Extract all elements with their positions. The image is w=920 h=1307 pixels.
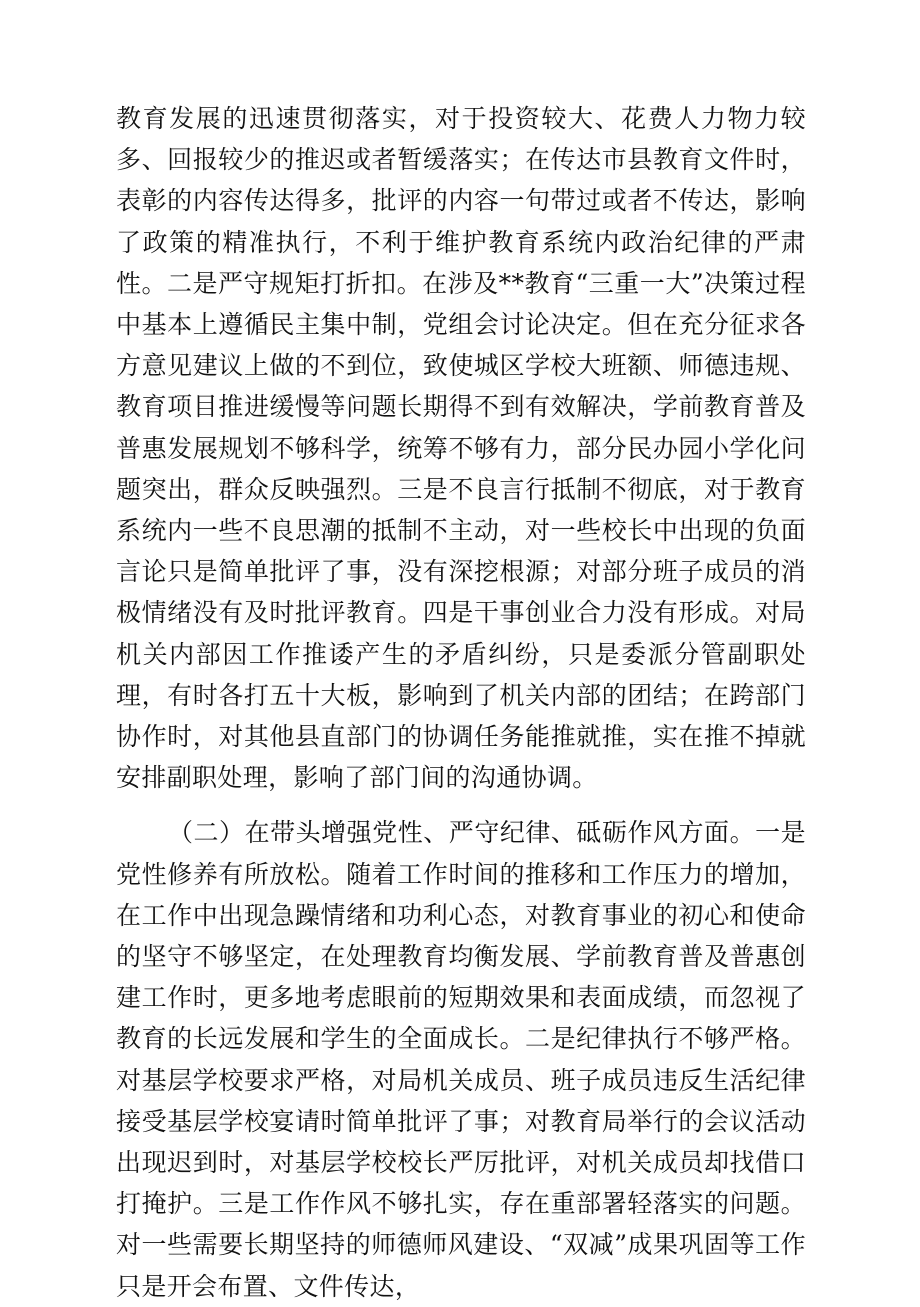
paragraph-continuation: 教育发展的迅速贯彻落实，对于投资较大、花费人力物力较多、回报较少的推迟或者暂缓落实；在传达市县教育文件时，表彰的内容传达得多，批评的内容一句带过或者不传达，影响了政策的精准执行，不利于维护教育系统内政治纪律的严肃性。二是严守规矩打折扣。在涉及**教育“三重一大”决策过程中基本上遵循民主集中制，党组会讨论决定。但在充分征求各方意见建议上做的不到位，致使城区学校大班额、师德违规、教育项目推进缓慢等问题长期得不到有效解决，学前教育普及普惠发展规划不够科学，统筹不够有力，部分民办园小学化问题突出，群众反映强烈。三是不良言行抵制不彻底，对于教育系统内一些不良思潮的抵制不主动，对一些校长中出现的负面言论只是简单批评了事，没有深挖根源；对部分班子成员的消极情绪没有及时批评教育。四是干事创业合力没有形成。对局机关内部因工作推诿产生的矛盾纠纷，只是委派分管副职处理，有时各打五十大板，影响到了机关内部的团结；在跨部门协作时，对其他县直部门的协调任务能推就推，实在推不掉就安排副职处理，影响了部门间的沟通协调。 bbox=[116, 104, 806, 793]
document-body bbox=[116, 98, 806, 1307]
paragraph-spacer bbox=[116, 798, 806, 812]
paragraph-section-two: （二）在带头增强党性、严守纪律、砥砺作风方面。一是党性修养有所放松。随着工作时间的推移和工作压力的增加，在工作中出现急躁情绪和功利心态，对教育事业的初心和使命的坚守不够坚定，在处理教育均衡发展、学前教育普及普惠创建工作时，更多地考虑眼前的短期效果和表面成绩，而忽视了教育的长远发展和学生的全面成长。二是纪律执行不够严格。对基层学校要求严格，对局机关成员、班子成员违反生活纪律接受基层学校宴请时简单批评了事；对教育局举行的会议活动出现迟到时，对基层学校校长严厉批评，对机关成员却找借口打掩护。三是工作作风不够扎实，存在重部署轻落实的问题。对一些需要长期坚持的师德师风建设、“双减”成果巩固等工作只是开会布置、文件传达， bbox=[116, 818, 806, 1301]
